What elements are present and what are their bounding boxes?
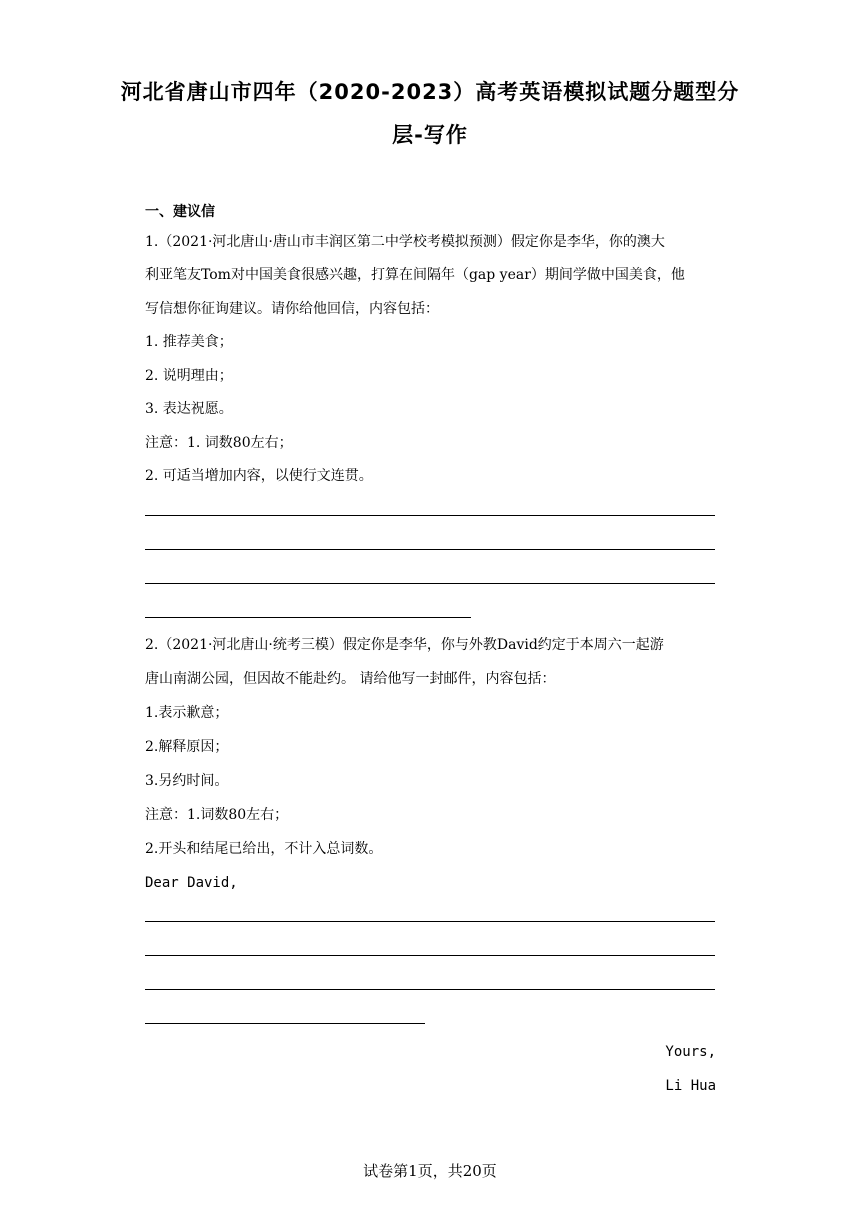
answer-line	[145, 617, 471, 618]
q1-requirement: 1. 推荐美食；	[145, 334, 233, 350]
answer-line	[145, 989, 715, 990]
q1-note: 2. 可适当增加内容，以使行文连贯。	[145, 468, 373, 484]
q2-note: 注意：1.词数80左右；	[145, 807, 289, 823]
q1-requirement: 3. 表达祝愿。	[145, 401, 233, 417]
answer-line	[145, 583, 715, 584]
letter-closing: Yours,	[665, 1044, 716, 1060]
answer-line	[145, 549, 715, 550]
letter-signature: Li Hua	[665, 1078, 716, 1094]
document-title-line-2: 层-写作	[392, 123, 468, 147]
q2-prompt-line: 2.（2021·河北唐山·统考三模）假定你是李华，你与外教David约定于本周六一起游	[145, 637, 664, 653]
q1-prompt-line: 写信想你征询建议。请你给他回信，内容包括：	[145, 301, 439, 317]
section-heading: 一、建议信	[145, 204, 215, 220]
q2-note: 2.开头和结尾已给出，不计入总词数。	[145, 841, 383, 857]
q2-prompt-line: 唐山南湖公园，但因故不能赴约。 请给他写一封邮件，内容包括：	[145, 671, 556, 687]
document-title-line-1: 河北省唐山市四年（2020-2023）高考英语模拟试题分题型分	[120, 80, 740, 104]
answer-line	[145, 955, 715, 956]
q1-requirement: 2. 说明理由；	[145, 368, 233, 384]
q1-prompt-line: 1.（2021·河北唐山·唐山市丰润区第二中学校考模拟预测）假定你是李华，你的澳大	[145, 234, 665, 250]
q2-requirement: 2.解释原因；	[145, 739, 229, 755]
q1-prompt-line: 利亚笔友Tom对中国美食很感兴趣，打算在间隔年（gap year）期间学做中国美食，他	[145, 267, 685, 283]
letter-greeting: Dear David,	[145, 875, 238, 891]
answer-line	[145, 921, 715, 922]
answer-line	[145, 515, 715, 516]
page-footer: 试卷第1页，共20页	[363, 1162, 497, 1180]
q2-requirement: 1.表示歉意；	[145, 705, 229, 721]
answer-line	[145, 1023, 425, 1024]
q1-note: 注意：1. 词数80左右；	[145, 435, 293, 451]
q2-requirement: 3.另约时间。	[145, 773, 229, 789]
